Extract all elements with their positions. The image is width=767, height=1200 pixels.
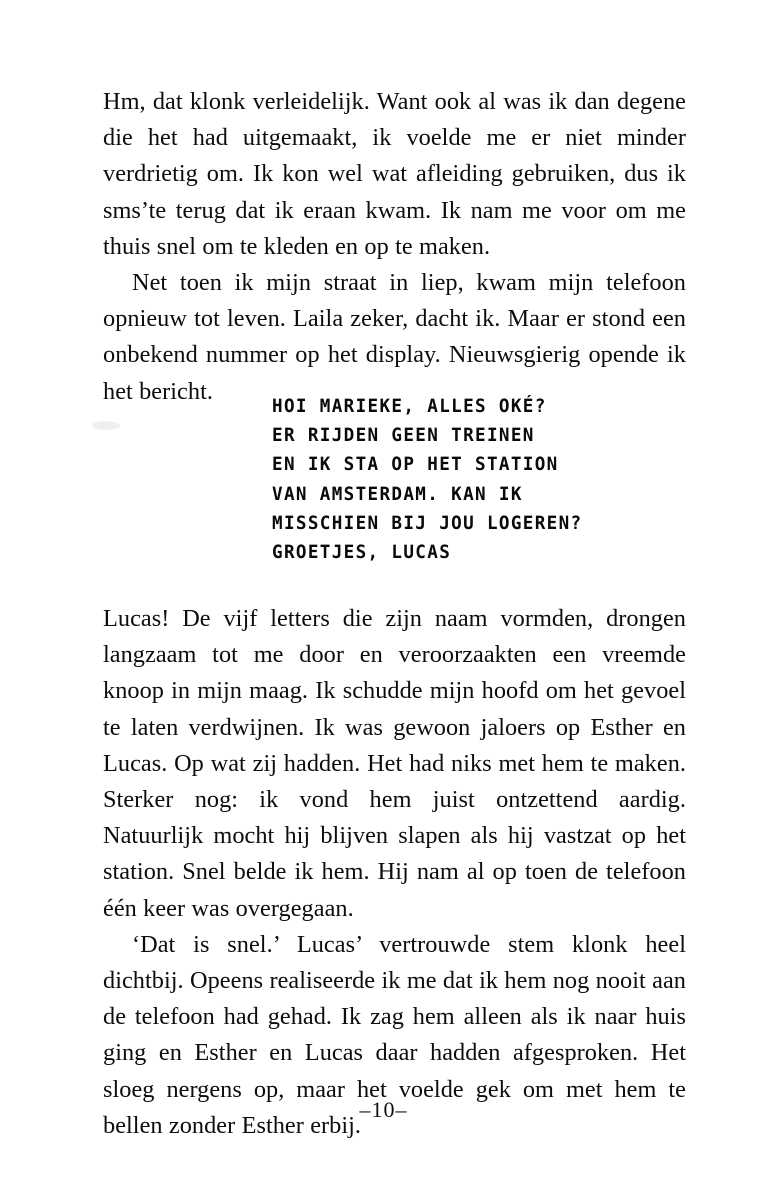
sms-message-block — [272, 392, 692, 567]
body-text-column-lower — [103, 601, 686, 1144]
paragraph: ‘Dat is snel.’ Lucas’ vertrouwde stem klonk heel dichtbij. Opeens realiseerde ik me dat ik hem nog nooit aan de telefoon had gehad. Ik zag hem alleen als ik naar huis ging en Esther en Lucas daar hadden afgesproken. Het sloeg nergens op, maar het voelde gek om met hem te bellen zonder Esther erbij. — [103, 930, 686, 1139]
sms-line: ER RIJDEN GEEN TREINEN — [272, 425, 535, 447]
page-number: –10– — [359, 1097, 408, 1122]
sms-line: HOI MARIEKE, ALLES OKÉ? — [272, 396, 547, 417]
paragraph: Hm, dat klonk verleidelijk. Want ook al was ik dan degene die het had uitgemaakt, ik voelde me er niet minder verdrietig om. Ik kon wel wat afleiding gebruiken, dus ik sms’te terug dat ik eraan kwam. Ik nam me voor om me thuis snel om te kleden en op te maken. — [103, 88, 686, 260]
sms-line: EN IK STA OP HET STATION — [272, 454, 559, 476]
paragraph: Net toen ik mijn straat in liep, kwam mijn telefoon opnieuw tot leven. Laila zeker, dacht ik. Maar er stond een onbekend nummer op het display. Nieuwsgierig opende ik het bericht. — [103, 269, 686, 405]
sms-line: MISSCHIEN BIJ JOU LOGEREN? — [272, 512, 583, 534]
paragraph: Lucas! De vijf letters die zijn naam vormden, drongen langzaam tot me door en veroorzaakten een vreemde knoop in mijn maag. Ik schudde mijn hoofd om het gevoel te laten verdwijnen. Ik was gewoon jaloers op Esther en Lucas. Op wat zij hadden. Het had niks met hem te maken. Sterker nog: ik vond hem juist ontzettend aardig. Natuurlijk mocht hij blijven slapen als hij vastzat op het station. Snel belde ik hem. Hij nam al op toen de telefoon één keer was overgegaan. — [103, 605, 686, 922]
body-text-column — [103, 84, 686, 410]
scan-artifact-smudge — [92, 421, 120, 430]
sms-line: VAN AMSTERDAM. KAN IK — [272, 483, 523, 505]
sms-line: GROETJES, LUCAS — [272, 542, 452, 563]
